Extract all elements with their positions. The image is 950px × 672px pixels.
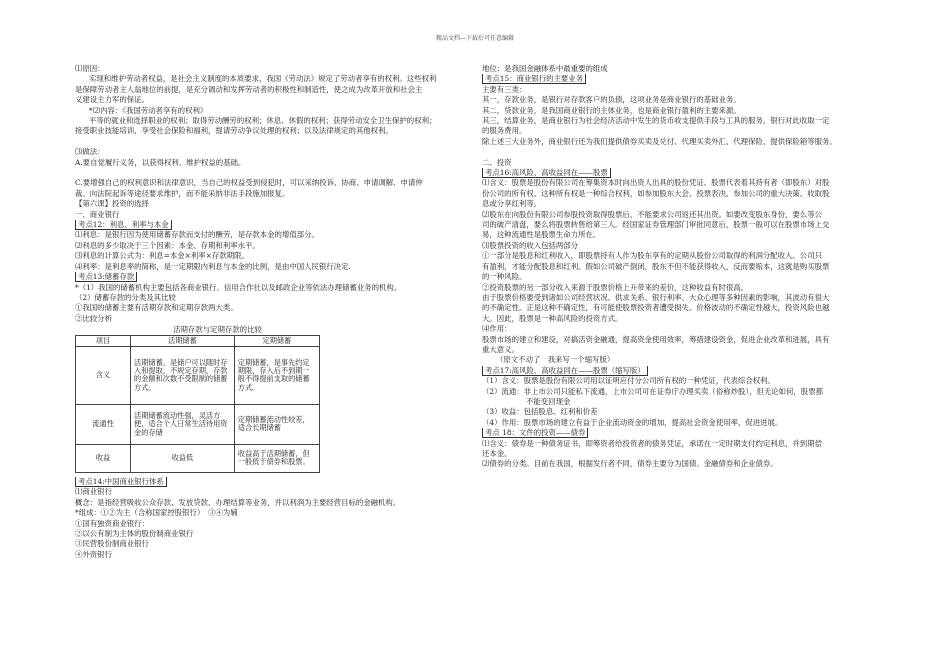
text-line: *（1）我国的储蓄机构主要包括各商业银行、信用合作社以及邮政企业等依法办理储蓄业务的机构。 [75, 282, 402, 292]
topic-heading: 考点14:中国商业银行体系 [75, 477, 167, 487]
text-line: 其三，结算业务，是商业银行为社会经济活动中发生的货币收支提供手段与工具的服务，银行对此收取一定 [482, 116, 830, 126]
text-line: （1）含义：股票是股份有限公司用以证明应付分公司所有权的一种凭证，代表综合权利。 [482, 376, 775, 386]
page-header: 精品文档---下载后可任意编辑 [435, 35, 515, 42]
text-line: ⑷作用： [482, 324, 512, 334]
right-column [482, 64, 882, 470]
text-line: A.要自觉履行义务，以获得权利、维护权益的基础。 [75, 157, 246, 167]
topic-heading: 考点13:储蓄存款 [75, 272, 137, 282]
text-line: C.要增强自己的权利意识和法律意识，当自己的权益受到侵犯时，可以采纳投诉、协商、申请调解、申请仲 [75, 178, 423, 188]
text-line: ①一部分是股息和红利收入，即股票持有人作为股东享有的定期从股份公司取得的利润分配收入。公司只 [482, 251, 822, 261]
text-line: 其二，贷款业务，是我国商业银行的主体业务，也是商业银行盈利的主要来源。 [482, 105, 741, 115]
text-line: 实现和维护劳动者权益，是社会主义制度的本质要求，我国《劳动法》规定了劳动者享有的权利。这些权利 [89, 74, 437, 84]
table-caption: 活期存款与定期存款的比较 [173, 325, 262, 335]
text-line: ⑶利息的计算公式为：利息=本金×利率×存款期限。 [75, 251, 249, 261]
text-line: 不能变回现金 [526, 396, 571, 406]
text-line: 裁、向法院起诉等途径要求维护，而不能采纳非法手段施加报复。 [75, 188, 290, 198]
table-cell: 收益高于活期储蓄，但一般低于债券和股票。 [234, 444, 319, 472]
text-line: 易，这种流通性是股票生命力所在。 [482, 230, 601, 240]
table-cell: 收益 [76, 444, 131, 472]
text-line: ⑴利息：是银行因为使用储蓄存款而支付的酬劳，是存款本金的增值部分。 [75, 230, 319, 240]
table-cell: 定期储蓄，是事先约定期限，存入后不到期一般不得提前支取的储蓄方式。 [234, 346, 319, 404]
text-line: ②以公有制为主体的股份制商业银行 [75, 528, 194, 538]
text-line: ⑴原因： [75, 64, 105, 73]
topic-heading: 考点16:高风险、高收益同在——股票 [482, 168, 611, 178]
table-header: 活期储蓄 [131, 335, 235, 346]
table-cell: 收益低 [131, 444, 235, 472]
topic-heading: 考点12：利息、利率与本金 [75, 220, 172, 230]
text-line: ⑴商业银行 [75, 487, 112, 497]
text-line: 的服务费用。 [482, 126, 527, 136]
table-cell: 活期储蓄流动性强，灵活方便，适合个人日常生活待用资金的存储 [131, 404, 235, 444]
text-line: 重大意义。 [482, 344, 519, 354]
text-line: ②比较分析 [75, 313, 112, 323]
table-cell: 定期储蓄流动性较差，适合长期储蓄 [234, 404, 319, 444]
text-line: 是保障劳动者主人翁地位的前提，是充分调动和发挥劳动者的积极性和制造性，使之成为改革开放和社会主 [75, 84, 423, 94]
text-line: 份公司的所有权。这种所有权是一种综合权利，如参加股东大会、投票表决、参加公司的重大决策、收取股 [482, 188, 830, 198]
text-line: 由于股票价格要受到诸如公司经营状况、供求关系、银行利率、大众心理等多种因素的影响，其波动有很大 [482, 292, 830, 302]
text-line: （2）储蓄存款的分类及其比较 [75, 292, 176, 302]
text-line: *组成：①②为主（合称国家控股银行） ③④为辅 [75, 508, 238, 518]
text-line: （2）流通：非上市公司只能私下流通，上市公司可在证券庁办理买卖（俗称炒股），但无论如何，股票都 [482, 386, 823, 396]
text-line: 有盈利，才能分配股息和红利。假如公司破产倒闭，股东不但不能获得收入，反而要赔本，这就是购买股票 [482, 261, 830, 271]
text-line: 地位：是我国金融体系中最重要的组成 [482, 64, 608, 73]
text-line: ④外资银行 [75, 549, 112, 559]
text-line: 义建设主力军的保证。 [75, 95, 149, 105]
text-line: 的一种风险。 [482, 272, 527, 282]
text-line: ②投资股票的另一部分收入来源于股票价格上升带来的差价，这种收益有时很高。 [482, 282, 749, 292]
left-column [75, 64, 472, 560]
table-cell: 流通性 [76, 404, 131, 444]
text-line: 概念：是指经营吸收公众存款、发放贷款、办理结算等业务，并以利润为主要经营目标的金融机构。 [75, 497, 401, 507]
table-header: 定期储蓄 [234, 335, 319, 346]
text-line: ⑵利息的多少取决于三个因素：本金、存期和利率水平。 [75, 240, 260, 250]
table-header: 项目 [76, 335, 131, 346]
text-line: （3）收益：包括股息、红利和价差 [482, 407, 598, 417]
text-line: 司的破产清盘，要么将股票转售给第三人。经国家证券管理部门审批同意后，股票一般可以在股票市场上交 [482, 220, 830, 230]
text-line: （4）作用：股票市场的建立有益于企业流动资金的增加，提高社会资金使用率，促进进展。 [482, 417, 783, 427]
text-line: ⑴含义：股票是股份有限公司在筹集资本时向出资人出具的股份凭证。股票代表着其持有者（即股东）对股 [482, 178, 830, 188]
text-line: ①国有独资商业银行： [75, 518, 149, 528]
table-cell: 活期储蓄，是储户可以随时存入和提取，不规定存期，存款的金额和次数不受限制的储蓄方式。 [131, 346, 235, 404]
topic-heading: 考点15：商业银行的主要业务 [482, 74, 586, 84]
text-line: ⑷利率：是利息率的简称，是一定期限内利息与本金的比例，是由中国人民银行决定. [75, 261, 351, 271]
text-line: 息或分享红利等。 [482, 199, 542, 209]
text-line: ⑴含义：债券是一种债务证书，即筹资者给投资者的债务凭证，承诺在一定时期支付约定利息，并到期偿 [482, 438, 822, 448]
lesson-title: 【第六课】投资的选择 [75, 199, 149, 209]
text-line: 股票市场的建立和建设，对搞活资金融通，提高资金使用效率，筹措建设资金，促进企业改革和进展，具有 [482, 334, 830, 344]
text-line: ⑵股东在向股份有限公司参股投资取得股票后，不能要求公司返还其出资。如要改变股东身份，要么等公 [482, 209, 822, 219]
text-line: ③民营股份制商业银行 [75, 539, 149, 549]
text-line: *⑵内容：《我国劳动者享有的权利》 [89, 105, 208, 115]
topic-heading: 考点 18：文件的投资——债券 [482, 428, 588, 438]
text-line: 除上述三大业务外，商业银行还为我们提供债券买卖及兑付、代理买卖外汇、代理保险、提供保险箱等服务。 [482, 136, 837, 146]
table-cell: 含义 [76, 346, 131, 404]
text-line: ⑶做法： [75, 147, 105, 157]
text-line: 平等的就业和选择职业的权利；取得劳动酬劳的权利；休息、休假的权利；获得劳动安全卫生保护的权利； [89, 116, 437, 126]
text-line: 大。因此，股票是一种高风险的投资方式。 [482, 313, 623, 323]
text-line: 其一，存款业务，是银行对存款客户的负债，这项业务是商业银行的基础业务。 [482, 95, 741, 105]
text-line: 主要有三类： [482, 84, 527, 94]
text-line: ⑵债券的分类。目前在我国，根据发行者不同，债券主要分为国债、金融债券和企业债券。 [482, 459, 778, 469]
text-line: ①我国的储蓄主要有活期存款和定期存款两大类。 [75, 303, 238, 313]
text-line: ⑶股票投资的收入包括两部分 [482, 240, 579, 250]
topic-heading: 考点17:高风险、高收益同在——股票（缩写版） [482, 366, 648, 376]
text-line: 的不确定性。正是这种不确定性，有可能使股票投资者遭受损失。价格波动的不确定性越大，投资风险也越 [482, 303, 830, 313]
text-line: 接受职业技能培训，享受社会保险和福利，提请劳动争议处理的权利；以及法律规定的其他权利。 [75, 126, 393, 136]
text-line: （原文不动了 我来写一个缩写版） [496, 355, 615, 365]
comparison-table [75, 326, 320, 473]
section-title: 一、商业银行 [75, 209, 120, 219]
section-title: 二、投资 [482, 157, 512, 167]
text-line: 还本金。 [482, 449, 512, 459]
